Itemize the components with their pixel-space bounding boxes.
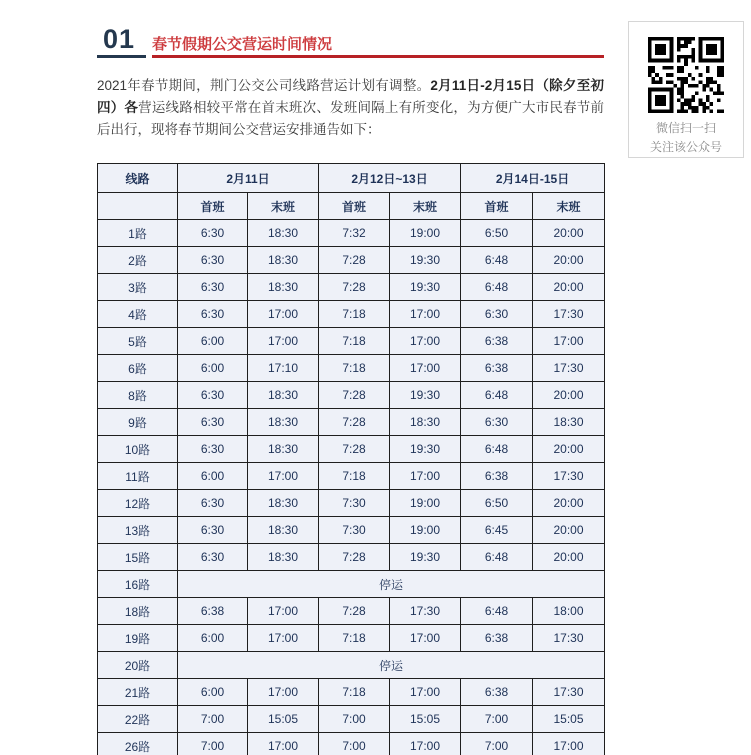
time-cell: 6:38 <box>461 463 533 490</box>
time-cell: 17:00 <box>390 355 461 382</box>
time-cell: 7:28 <box>319 247 390 274</box>
bus-schedule-table <box>97 163 605 755</box>
time-cell: 6:48 <box>461 544 533 571</box>
time-cell: 7:28 <box>319 436 390 463</box>
table-row <box>98 328 605 355</box>
time-cell: 17:30 <box>533 625 605 652</box>
time-cell: 20:00 <box>533 490 605 517</box>
time-cell: 7:18 <box>319 328 390 355</box>
time-cell: 20:00 <box>533 517 605 544</box>
table-row <box>98 409 605 436</box>
route-cell: 13路 <box>98 517 178 544</box>
time-cell: 18:00 <box>533 598 605 625</box>
time-cell: 6:00 <box>178 463 248 490</box>
time-cell: 18:30 <box>390 409 461 436</box>
time-cell: 7:30 <box>319 517 390 544</box>
intro-paragraph <box>97 75 604 141</box>
time-cell: 7:00 <box>319 706 390 733</box>
table-row <box>98 517 605 544</box>
time-cell: 18:30 <box>248 517 319 544</box>
table-row <box>98 463 605 490</box>
time-cell: 18:30 <box>248 544 319 571</box>
last-bus-header: 末班 <box>533 193 605 220</box>
time-cell: 7:18 <box>319 355 390 382</box>
time-cell: 6:38 <box>178 598 248 625</box>
time-cell: 17:00 <box>390 328 461 355</box>
time-cell: 6:38 <box>461 625 533 652</box>
time-cell: 6:30 <box>178 544 248 571</box>
time-cell: 20:00 <box>533 220 605 247</box>
section-number: 01 <box>103 24 136 54</box>
time-cell: 7:28 <box>319 382 390 409</box>
time-cell: 6:38 <box>461 355 533 382</box>
time-cell: 18:30 <box>248 382 319 409</box>
time-cell: 19:30 <box>390 247 461 274</box>
time-cell: 7:18 <box>319 625 390 652</box>
time-cell: 20:00 <box>533 436 605 463</box>
time-cell: 6:30 <box>178 490 248 517</box>
time-cell: 6:48 <box>461 598 533 625</box>
time-cell: 7:00 <box>319 733 390 755</box>
qr-caption-line1: 微信扫一扫 <box>655 121 716 135</box>
time-cell: 17:00 <box>390 733 461 755</box>
table-row <box>98 625 605 652</box>
route-cell: 20路 <box>98 652 178 679</box>
time-cell: 7:18 <box>319 463 390 490</box>
route-cell: 2路 <box>98 247 178 274</box>
section-number-underline <box>97 55 146 58</box>
route-cell: 12路 <box>98 490 178 517</box>
intro-text-before: 2021年春节期间，荆门公交公司线路营运计划有调整。 <box>97 78 431 93</box>
table-header-row-dates <box>98 164 605 193</box>
time-cell: 17:00 <box>248 679 319 706</box>
table-row <box>98 247 605 274</box>
time-cell: 18:30 <box>248 436 319 463</box>
table-row <box>98 274 605 301</box>
table-row <box>98 544 605 571</box>
time-cell: 7:00 <box>461 733 533 755</box>
table-row <box>98 382 605 409</box>
time-cell: 6:00 <box>178 355 248 382</box>
table-row <box>98 571 605 598</box>
time-cell: 17:30 <box>533 355 605 382</box>
last-bus-header: 末班 <box>390 193 461 220</box>
time-cell: 7:18 <box>319 679 390 706</box>
route-cell: 5路 <box>98 328 178 355</box>
table-row <box>98 652 605 679</box>
time-cell: 19:30 <box>390 274 461 301</box>
intro-text-bold-dates: 2月11日-2月15日（除夕至初四）各 <box>97 78 604 115</box>
route-cell: 18路 <box>98 598 178 625</box>
time-cell: 6:38 <box>461 679 533 706</box>
time-cell: 19:00 <box>390 490 461 517</box>
qr-caption-line2: 关注该公众号 <box>649 140 722 154</box>
time-cell: 18:30 <box>248 247 319 274</box>
suspended-cell: 停运 <box>178 652 605 679</box>
time-cell: 6:30 <box>461 409 533 436</box>
time-cell: 6:30 <box>178 220 248 247</box>
time-cell: 6:30 <box>178 436 248 463</box>
time-cell: 19:00 <box>390 517 461 544</box>
time-cell: 17:00 <box>533 733 605 755</box>
table-body <box>98 220 605 755</box>
time-cell: 7:28 <box>319 544 390 571</box>
route-cell: 6路 <box>98 355 178 382</box>
time-cell: 15:05 <box>533 706 605 733</box>
time-cell: 15:05 <box>390 706 461 733</box>
time-cell: 6:30 <box>178 409 248 436</box>
route-cell: 4路 <box>98 301 178 328</box>
time-cell: 6:48 <box>461 382 533 409</box>
time-cell: 6:50 <box>461 220 533 247</box>
time-cell: 17:30 <box>533 463 605 490</box>
time-cell: 7:00 <box>461 706 533 733</box>
time-cell: 17:00 <box>248 598 319 625</box>
time-cell: 6:30 <box>178 274 248 301</box>
time-cell: 6:48 <box>461 247 533 274</box>
table-row <box>98 679 605 706</box>
date-group-header-1: 2月11日 <box>178 164 319 193</box>
time-cell: 7:00 <box>178 733 248 755</box>
time-cell: 6:30 <box>178 247 248 274</box>
time-cell: 7:32 <box>319 220 390 247</box>
time-cell: 6:00 <box>178 679 248 706</box>
time-cell: 20:00 <box>533 544 605 571</box>
qr-code-image <box>648 37 724 113</box>
time-cell: 6:30 <box>178 301 248 328</box>
table-row <box>98 706 605 733</box>
time-cell: 19:30 <box>390 436 461 463</box>
time-cell: 17:00 <box>390 463 461 490</box>
table-row <box>98 355 605 382</box>
time-cell: 6:30 <box>178 382 248 409</box>
time-cell: 7:30 <box>319 490 390 517</box>
time-cell: 6:30 <box>178 517 248 544</box>
time-cell: 19:00 <box>390 220 461 247</box>
route-cell: 1路 <box>98 220 178 247</box>
time-cell: 17:00 <box>390 301 461 328</box>
time-cell: 7:18 <box>319 301 390 328</box>
last-bus-header: 末班 <box>248 193 319 220</box>
time-cell: 17:00 <box>390 625 461 652</box>
section-title: 春节假期公交营运时间情况 <box>152 36 333 53</box>
time-cell: 17:00 <box>248 301 319 328</box>
table-row <box>98 220 605 247</box>
first-bus-header: 首班 <box>178 193 248 220</box>
first-bus-header: 首班 <box>461 193 533 220</box>
route-column-header: 线路 <box>98 164 178 193</box>
time-cell: 18:30 <box>248 490 319 517</box>
route-cell: 16路 <box>98 571 178 598</box>
time-cell: 17:00 <box>248 463 319 490</box>
time-cell: 17:00 <box>390 679 461 706</box>
intro-text-after: 营运线路相较平常在首末班次、发班间隔上有所变化，为方便广大市民春节前后出行，现将春节期间公交营运安排通告如下： <box>97 100 604 137</box>
time-cell: 15:05 <box>248 706 319 733</box>
time-cell: 6:30 <box>461 301 533 328</box>
time-cell: 19:30 <box>390 544 461 571</box>
time-cell: 6:48 <box>461 274 533 301</box>
time-cell: 6:00 <box>178 625 248 652</box>
time-cell: 7:28 <box>319 598 390 625</box>
time-cell: 6:00 <box>178 328 248 355</box>
time-cell: 17:00 <box>248 625 319 652</box>
time-cell: 18:30 <box>533 409 605 436</box>
time-cell: 17:00 <box>248 328 319 355</box>
time-cell: 19:30 <box>390 382 461 409</box>
route-cell: 22路 <box>98 706 178 733</box>
table-row <box>98 490 605 517</box>
time-cell: 17:30 <box>533 679 605 706</box>
route-cell: 3路 <box>98 274 178 301</box>
suspended-cell: 停运 <box>178 571 605 598</box>
time-cell: 6:45 <box>461 517 533 544</box>
time-cell: 7:28 <box>319 409 390 436</box>
time-cell: 7:28 <box>319 274 390 301</box>
route-cell: 9路 <box>98 409 178 436</box>
time-cell: 7:00 <box>178 706 248 733</box>
table-row <box>98 301 605 328</box>
route-cell: 21路 <box>98 679 178 706</box>
section-divider-rule <box>152 55 604 58</box>
route-cell: 11路 <box>98 463 178 490</box>
route-cell: 10路 <box>98 436 178 463</box>
time-cell: 20:00 <box>533 382 605 409</box>
time-cell: 17:00 <box>533 328 605 355</box>
time-cell: 17:30 <box>390 598 461 625</box>
time-cell: 17:30 <box>533 301 605 328</box>
time-cell: 6:50 <box>461 490 533 517</box>
date-group-header-2: 2月12日~13日 <box>319 164 461 193</box>
qr-panel <box>628 21 744 158</box>
time-cell: 20:00 <box>533 247 605 274</box>
date-group-header-3: 2月14日-15日 <box>461 164 605 193</box>
time-cell: 6:48 <box>461 436 533 463</box>
empty-header-cell <box>98 193 178 220</box>
table-row <box>98 598 605 625</box>
time-cell: 18:30 <box>248 274 319 301</box>
first-bus-header: 首班 <box>319 193 390 220</box>
time-cell: 20:00 <box>533 274 605 301</box>
time-cell: 17:10 <box>248 355 319 382</box>
time-cell: 17:00 <box>248 733 319 755</box>
table-header-row-firstlast <box>98 193 605 220</box>
table-row <box>98 436 605 463</box>
time-cell: 18:30 <box>248 220 319 247</box>
table-row <box>98 733 605 755</box>
route-cell: 26路 <box>98 733 178 755</box>
time-cell: 6:38 <box>461 328 533 355</box>
route-cell: 15路 <box>98 544 178 571</box>
route-cell: 8路 <box>98 382 178 409</box>
route-cell: 19路 <box>98 625 178 652</box>
time-cell: 18:30 <box>248 409 319 436</box>
